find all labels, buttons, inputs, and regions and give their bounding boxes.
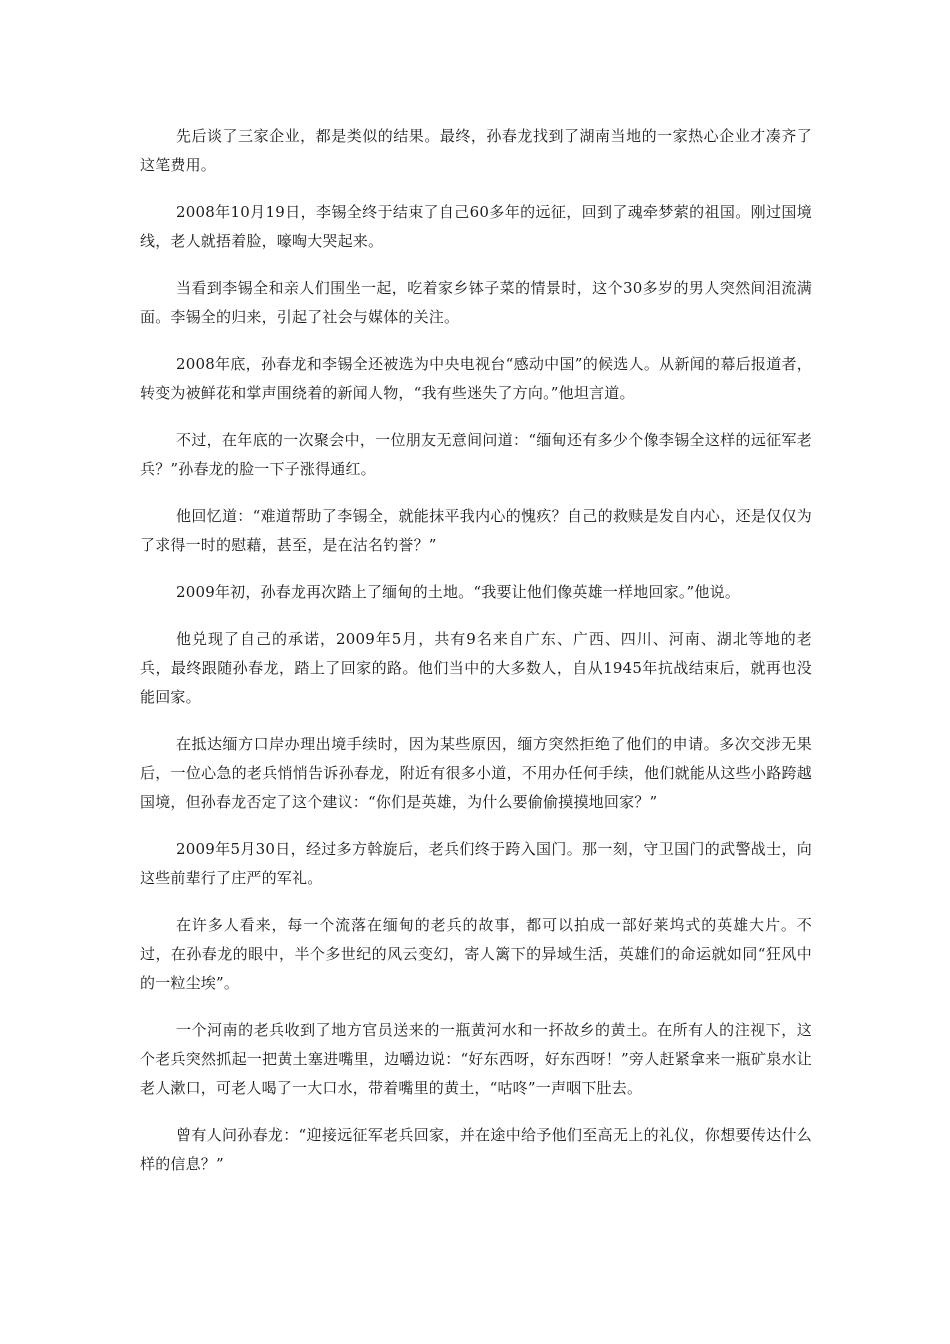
paragraph-4: 2008年底，孙春龙和李锡全还被选为中央电视台“感动中国”的候选人。从新闻的幕后报道者，转变为被鲜花和掌声围绕着的新闻人物，“我有些迷失了方向。”他坦言道。 [140, 355, 812, 402]
paragraph-12: 一个河南的老兵收到了地方官员送来的一瓶黄河水和一抔故乡的黄土。在所有人的注视下，这个老兵突然抓起一把黄土塞进嘴里，边嚼边说：“好东西呀，好东西呀！”旁人赶紧拿来一瓶矿泉水让老人漱口，可老人喝了一大口水，带着嘴里的黄土，“咕咚”一声咽下肚去。 [140, 1021, 812, 1097]
paragraph-9: 在抵达缅方口岸办理出境手续时，因为某些原因，缅方突然拒绝了他们的申请。多次交涉无果后，一位心急的老兵悄悄告诉孙春龙，附近有很多小道，不用办任何手续，他们就能从这些小路跨越国境，但孙春龙否定了这个建议：“你们是英雄，为什么要偷偷摸摸地回家？” [140, 735, 812, 811]
paragraph-3: 当看到李锡全和亲人们围坐一起，吃着家乡钵子菜的情景时，这个30多岁的男人突然间泪流满面。李锡全的归来，引起了社会与媒体的关注。 [140, 279, 812, 326]
paragraph-13: 曾有人问孙春龙：“迎接远征军老兵回家，并在途中给予他们至高无上的礼仪，你想要传达什么样的信息？” [140, 1126, 812, 1173]
paragraph-6: 他回忆道：“难道帮助了李锡全，就能抹平我内心的愧疚？自己的救赎是发自内心，还是仅仅为了求得一时的慰藉，甚至，是在沽名钓誉？” [140, 507, 812, 554]
paragraph-5: 不过，在年底的一次聚会中，一位朋友无意间问道：“缅甸还有多少个像李锡全这样的远征军老兵？”孙春龙的脸一下子涨得通红。 [140, 431, 812, 478]
paragraph-1: 先后谈了三家企业，都是类似的结果。最终，孙春龙找到了湖南当地的一家热心企业才凑齐了这笔费用。 [140, 127, 812, 174]
paragraph-11: 在许多人看来，每一个流落在缅甸的老兵的故事，都可以拍成一部好莱坞式的英雄大片。不过，在孙春龙的眼中，半个多世纪的风云变幻，寄人篱下的异域生活，英雄们的命运就如同“狂风中的一粒尘埃”。 [140, 916, 812, 992]
article-body [140, 122, 812, 1197]
paragraph-2: 2008年10月19日，李锡全终于结束了自己60多年的远征，回到了魂牵梦萦的祖国。刚过国境线，老人就捂着脸，嚎啕大哭起来。 [140, 203, 812, 250]
paragraph-8: 他兑现了自己的承诺，2009年5月，共有9名来自广东、广西、四川、河南、湖北等地的老兵，最终跟随孙春龙，踏上了回家的路。他们当中的大多数人，自从1945年抗战结束后，就再也没能回家。 [140, 630, 812, 706]
paragraph-7: 2009年初，孙春龙再次踏上了缅甸的土地。“我要让他们像英雄一样地回家。”他说。 [176, 583, 741, 601]
paragraph-10: 2009年5月30日，经过多方斡旋后，老兵们终于跨入国门。那一刻，守卫国门的武警战士，向这些前辈行了庄严的军礼。 [140, 840, 812, 887]
